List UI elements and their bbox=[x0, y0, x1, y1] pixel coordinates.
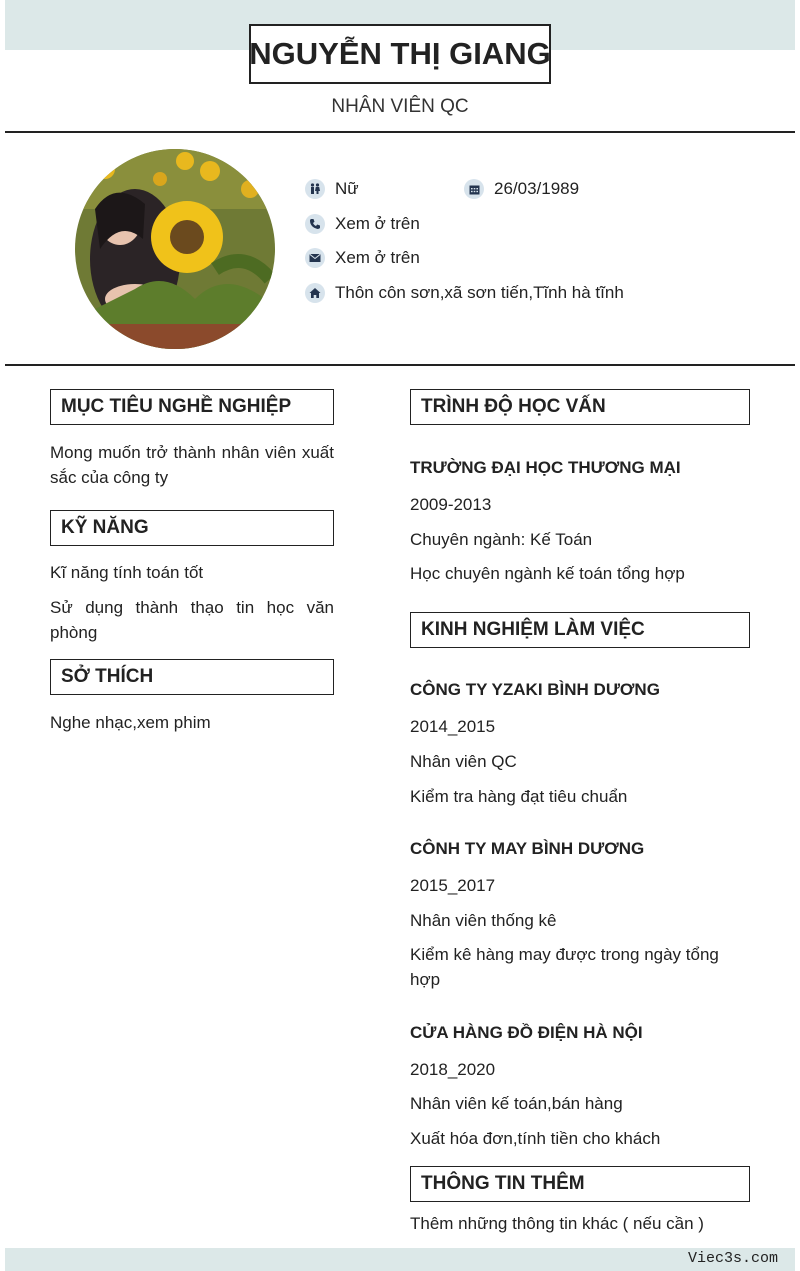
birthday-row bbox=[464, 179, 579, 199]
phone-row bbox=[305, 214, 420, 234]
job-role: Nhân viên thống kê bbox=[410, 911, 557, 930]
phone-value: Xem ở trên bbox=[335, 214, 420, 233]
education-period: 2009-2013 bbox=[410, 495, 492, 514]
gender-row bbox=[305, 179, 359, 199]
job-desc: Xuất hóa đơn,tính tiền cho khách bbox=[410, 1129, 661, 1148]
candidate-name: NGUYỄN THỊ GIANG bbox=[249, 36, 551, 71]
job-desc: Kiểm tra hàng đạt tiêu chuẩn bbox=[410, 787, 628, 806]
divider-middle bbox=[5, 364, 795, 366]
brand-watermark: Viec3s.com bbox=[687, 1250, 778, 1267]
objective-heading: MỤC TIÊU NGHỀ NGHIỆP bbox=[50, 389, 334, 425]
job-role: Nhân viên QC bbox=[410, 752, 517, 771]
job-title: NHÂN VIÊN QC bbox=[331, 96, 469, 117]
objective-text: Mong muốn trở thành nhân viên xuất sắc của công ty bbox=[50, 443, 334, 487]
gender-value: Nữ bbox=[335, 179, 359, 198]
skills-heading: KỸ NĂNG bbox=[50, 510, 334, 546]
skill-item: Kĩ năng tính toán tốt bbox=[50, 563, 204, 582]
profile-photo bbox=[75, 149, 275, 349]
school-name: TRƯỜNG ĐẠI HỌC THƯƠNG MẠI bbox=[410, 458, 681, 477]
hobbies-text: Nghe nhạc,xem phim bbox=[50, 713, 211, 732]
envelope-icon bbox=[305, 248, 325, 268]
extra-heading: THÔNG TIN THÊM bbox=[410, 1166, 750, 1202]
email-value: Xem ở trên bbox=[335, 248, 420, 267]
job-company: CÔNH TY MAY BÌNH DƯƠNG bbox=[410, 839, 645, 858]
job-company: CÔNG TY YZAKI BÌNH DƯƠNG bbox=[410, 680, 660, 699]
phone-icon bbox=[305, 214, 325, 234]
job-period: 2014_2015 bbox=[410, 717, 496, 736]
hobbies-heading: SỞ THÍCH bbox=[50, 659, 334, 695]
email-row bbox=[305, 248, 420, 268]
job-role: Nhân viên kế toán,bán hàng bbox=[410, 1094, 623, 1113]
name-box bbox=[249, 24, 551, 84]
calendar-icon bbox=[464, 179, 484, 199]
divider-top bbox=[5, 131, 795, 133]
skill-item: Sử dụng thành thạo tin học văn phòng bbox=[50, 598, 334, 642]
gender-icon bbox=[305, 179, 325, 199]
extra-text: Thêm những thông tin khác ( nếu cần ) bbox=[410, 1214, 704, 1233]
address-value: Thôn côn sơn,xã sơn tiến,Tĩnh hà tĩnh bbox=[335, 283, 624, 302]
job-period: 2018_2020 bbox=[410, 1060, 496, 1079]
birthday-value: 26/03/1989 bbox=[494, 179, 580, 198]
education-heading: TRÌNH ĐỘ HỌC VẤN bbox=[410, 389, 750, 425]
job-desc: Kiểm kê hàng may được trong ngày tổng hợp bbox=[410, 945, 719, 989]
address-row bbox=[305, 283, 624, 303]
footer-band bbox=[5, 1248, 795, 1271]
experience-heading: KINH NGHIỆM LÀM VIỆC bbox=[410, 612, 750, 648]
education-major: Chuyên ngành: Kế Toán bbox=[410, 530, 593, 549]
education-detail: Học chuyên ngành kế toán tổng hợp bbox=[410, 564, 685, 583]
job-period: 2015_2017 bbox=[410, 876, 496, 895]
job-company: CỬA HÀNG ĐỒ ĐIỆN HÀ NỘI bbox=[410, 1023, 643, 1042]
home-icon bbox=[305, 283, 325, 303]
